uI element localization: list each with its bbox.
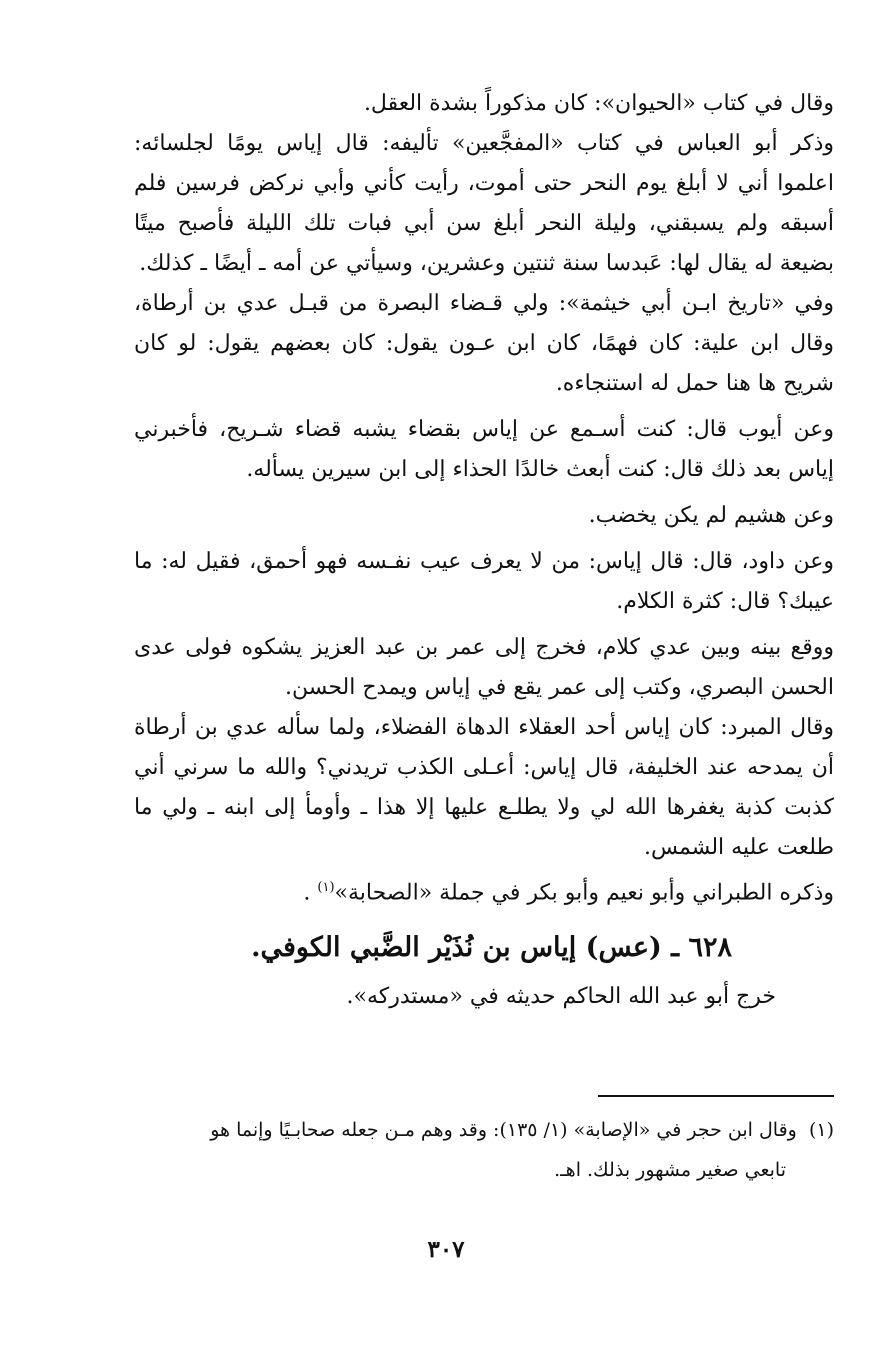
footnote-text: وقال ابن حجر في «الإصابة» (١/ ١٣٥): وقد وهم مـن جعله صحابـيًا وإنما هو (210, 1119, 797, 1141)
page-number: ٣٠٧ (427, 1236, 465, 1263)
paragraph-2: وذكر أبو العباس في كتاب «المفجَّعين» تأليفه: قال إياس يومًا لجلسائه: اعلموا أني لا أبلغ يوم النحر حتى أموت، رأيت كأني وأبي نركض فرسين فلم أسبقه ولم يسبقني، وليلة النحر أبلغ سن أبي فبات تلك الليلة فأصبح ميتًا بضيعة له يقال لها: عَبدسا سنة ثنتين وعشرين، وسيأتي عن أمه ـ أيضًا ـ كذلك. (134, 131, 834, 276)
paragraph-1: وقال في كتاب «الحيوان»: كان مذكوراً بشدة العقل. (363, 91, 834, 116)
footnote-reference: (١) (317, 880, 335, 895)
entry-heading: ٦٢٨ ـ (عس) إياس بن نُذَيْر الضَّبي الكوفي. (251, 932, 732, 964)
footnote-marker: (١) (808, 1119, 834, 1141)
entry-note: خرج أبو عبد الله الحاكم حديثه في «مستدركه». (346, 984, 776, 1010)
footnote-line-2: تابعي صغير مشهور بذلك. اهـ. (554, 1159, 786, 1181)
paragraph-6: وعن داود، قال: قال إياس: من لا يعرف عيب نفـسه فهو أحمق، فقيل له: ما عيبك؟ قال: كثرة الكلام. (134, 549, 834, 614)
footnotes (134, 1110, 834, 1190)
paragraph-5: وعن هشيم لم يكن يخضب. (588, 503, 834, 528)
footnote-divider (598, 1095, 834, 1097)
paragraph-9 (134, 868, 834, 913)
paragraph-9-end: . (303, 880, 318, 906)
paragraph-3: وفي «تاريخ ابـن أبي خيثمة»: ولي قـضاء البصرة من قبـل عدي بن أرطاة، وقال ابن علية: كان فهمًا، كان ابن عـون يقول: كان بعضهم يقول: لو كان شريح ها هنا حمل له استنجاءه. (134, 291, 834, 396)
paragraph-7: ووقع بينه وبين عدي كلام، فخرج إلى عمر بن عبد العزيز يشكوه فولى عدى الحسن البصري، وكتب إلى عمر يقع في إياس ويمدح الحسن. (134, 635, 834, 700)
paragraph-4: وعن أيوب قال: كنت أسـمع عن إياس بقضاء يشبه قضاء شـريح، فأخبرني إياس بعد ذلك قال: كنت أبعث خالدًا الحذاء إلى ابن سيرين يسأله. (134, 417, 834, 482)
paragraph-9-text: وذكره الطبراني وأبو نعيم وأبو بكر في جملة «الصحابة» (334, 880, 834, 906)
paragraph-8: وقال المبرد: كان إياس أحد العقلاء الدهاة الفضلاء، ولما سأله عدي بن أرطاة أن يمدحه عند الخليفة، قال إياس: أعـلى الكذب تريدني؟ والله ما سرني أني كذبت كذبة يغفرها الله لي ولا يطلـع عليها إلا هذا ـ وأومأ إلى ابنه ـ ولي ما طلعت عليه الشمس. (134, 715, 834, 860)
main-text (134, 84, 834, 1017)
footnote-line-1 (134, 1110, 834, 1150)
